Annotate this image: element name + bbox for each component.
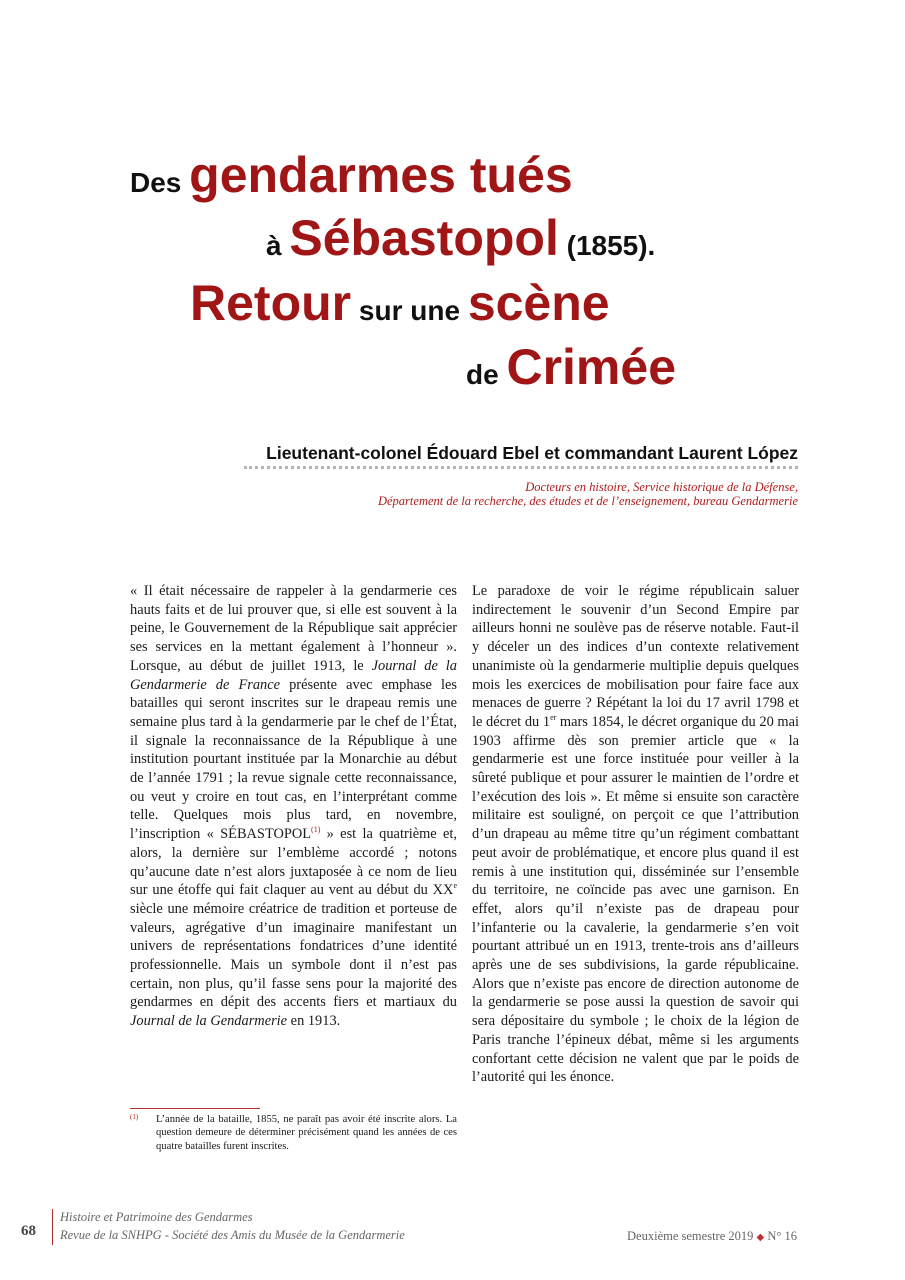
- title-line-3: [190, 275, 610, 331]
- footnote-mark: (1): [130, 1113, 139, 1121]
- footer-issue: [627, 1229, 797, 1244]
- footer-divider: [52, 1209, 53, 1245]
- footer-semester: Deuxième semestre 2019: [627, 1229, 754, 1243]
- title-line-2: [266, 210, 656, 266]
- title-word: Retour: [190, 275, 352, 331]
- footnote-text: L’année de la bataille, 1855, ne paraît pas avoir été inscrite alors. La question demeure de déterminer précisément quand les années de ces quatre batailles furent inscrites.: [156, 1114, 457, 1152]
- authors: Lieutenant-colonel Édouard Ebel et commandant Laurent López: [266, 443, 798, 463]
- affiliation-line-1: Docteurs en histoire, Service historique de la Défense,: [525, 480, 798, 494]
- title-word: Des: [130, 167, 190, 198]
- title-word: sur une: [351, 295, 468, 326]
- title-word: à: [266, 230, 290, 261]
- superscript: e: [453, 881, 457, 891]
- text-run: mars 1854, le décret organique du 20 mai 1903 affirme dès son premier article que « la gendarmerie est une force instituée pour veiller à la sûreté publique et pour assurer le maintien de l’ordre et l’exécution des lois ». Et même si ensuite son caractère militaire est souligné, on perçoit ce que l’attribution d’un drapeau au même titre qu’un régiment combattant peut avoir de problématique, et encore plus quand il est remis à une institution qui, disséminée sur l’ensemble du territoire, ne coïncide pas avec une garnison. En effet, alors qu’il n’existe pas de drapeau pour l’infanterie ou la cavalerie, la gendarmerie s’en voit pourtant attribué un en 1913, trente-trois ans d’ailleurs après une de ses subdivisions, la garde républicaine. Alors que n’existe pas encore de direction autonome de la gendarmerie se pose aussi la question de savoir qui sera dépositaire du symbole ; le choix de la légion de Paris tranche l’épineux débat, même si les arguments confortant cette décision ne valent que par le poids de l’autorité qui les énonce.: [472, 713, 799, 1086]
- text-run: « Il était nécessaire de rappeler à la gendarmerie ces hauts faits et de lui prouver que, si elle est souvent à la peine, le Gouvernement de la République sait apprécier ses services en la mettant également à l’honneur ». Lorsque, au début de juillet 1913, le: [130, 583, 457, 674]
- title-word: (1855).: [558, 230, 656, 261]
- text-run: présente avec emphase les batailles qui seront inscrites sur le drapeau remis une semaine plus tard à la gendarmerie par le chef de l’État, il signale la reconnaissance de la République à une institution pourtant instituée par la Monarchie au début de l’année 1791 ; la revue signale cette reconnaissance, ou veut y croire en tout cas, en l’interprétant comme telle. Quelques mois plus tard, en novembre, l’inscription « SÉBASTOPOL: [130, 676, 457, 843]
- italic-run: Journal de la Gendarmerie: [130, 1013, 288, 1030]
- right-column: [472, 582, 799, 1087]
- diamond-icon: ◆: [756, 1232, 765, 1243]
- footnote-separator: [130, 1108, 260, 1109]
- footer-journal-subtitle: Revue de la SNHPG - Société des Amis du Musée de la Gendarmerie: [60, 1228, 405, 1242]
- superscript: er: [550, 712, 557, 722]
- footer-issue-number: N° 16: [767, 1229, 797, 1243]
- title-line-1: [130, 147, 573, 203]
- body-paragraph: [472, 582, 799, 1087]
- title-word: gendarmes tués: [189, 147, 573, 203]
- page-number: 68: [21, 1223, 36, 1239]
- text-run: Le paradoxe de voir le régime républicain saluer indirectement le souvenir d’un Second Empire par ailleurs honni ne soulève pas de réserve notable. Faut-il y déceler un des indices d’un contexte relativement unanimiste où la gendarmerie multiplie depuis quelques mois les exercices de mobilisation pour faire face aux menaces de guerre ? Répétant la loi du 17 avril 1798 et le décret du 1: [472, 583, 799, 730]
- affiliation-line-2: Département de la recherche, des études et de l’enseignement, bureau Gendarmerie: [377, 494, 798, 508]
- text-run: » est la quatrième et, alors, la dernière sur l’emblème accordé ; notons qu’aucune date n’est alors juxtaposée à ce nom de lieu sur une étoffe qui fait claquer au vent au début du XX: [130, 826, 457, 899]
- text-run: siècle une mémoire créatrice de tradition et porteuse de valeurs, agrégative d’un imaginaire manifestant un univers de représentations fondatrices d’une identité professionnelle. Mais un symbole dont il n’est pas certain, non plus, qu’il fasse sens pour la majorité des gendarmes en dépit des accents fiers et martiaux du: [130, 900, 457, 1011]
- title-word: Crimée: [506, 339, 676, 395]
- title-word: scène: [467, 275, 610, 331]
- footer-journal-title: Histoire et Patrimoine des Gendarmes: [60, 1210, 253, 1224]
- title-line-4: [466, 339, 676, 395]
- title-word: Sébastopol: [289, 210, 559, 266]
- dotted-rule: [244, 466, 798, 469]
- body-paragraph: [130, 582, 457, 1031]
- italic-run: Journal de la Gendarmerie de France: [130, 657, 457, 693]
- left-column: [130, 582, 457, 1031]
- footnote-ref[interactable]: (1): [311, 825, 321, 835]
- footnote: [130, 1113, 457, 1153]
- title-word: de: [466, 359, 507, 390]
- text-run: en 1913.: [287, 1013, 341, 1030]
